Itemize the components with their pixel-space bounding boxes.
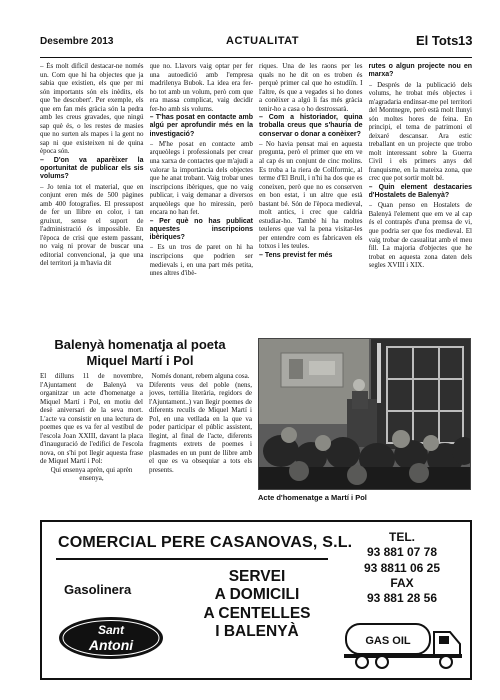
advertisement	[40, 520, 472, 680]
interview-paragraph: – Jo tenia tot el material, que en conjunt eren més de 500 pàgines amb 400 fotografies. El pressupost de fer un llibre en color, i tan gruixut, sense el suport de l'administració és impossible. En l'època de crisi que estem passant, no vaig ni provar de buscar una editorial convencional, ja que una del territori ja m'havia dit	[40, 182, 144, 268]
interview-question: – Com a historiador, quina troballa creus que s'hauria de conservar o donar a conèixer?	[259, 114, 363, 138]
truck-label: GAS OIL	[365, 635, 411, 647]
interview-question: – Per què no has publicat aquestes inscripcions ibèriques?	[149, 217, 253, 242]
page-header	[40, 32, 472, 58]
story-paragraph-1: El dilluns 11 de novembre, l'Ajuntament de Balenyà va organitzar un acte d'homenatge a Miquel Martí i Pol, en motiu del desè aniversari de la seva mort. L'acte va consistir en una lectura de poemes que es va fer al vestíbul de l'escola Joan XXIII, davant la placa d'inauguració de l'edifici de l'escola nova, on s'hi pot llegir aquesta frase de Miquel Martí i Pol:	[40, 372, 143, 466]
interview-paragraph: – Després de la publicació dels volums, he trobat més objectes i m'agradaria endinsar-me pel territori del Montnegre, però està molt llunyi són moltes hores de feina. En principi, el tema de patrimoni el deixaré descansar. Ara estic treballant en un projecte que trobo molt interessant sobre la Guerra Civil i els primers anys del franquisme, en la mateixa zona, que crec que pot sortir molt bé.	[368, 80, 472, 183]
ad-gas-station-label: Gasolinera	[64, 582, 132, 597]
interview-paragraph: – No havia pensat mai en aquesta pregunta, però el primer que em ve al cap és un conjunt de cinc molins. Es troba a la riera de Collformic, al terme d'El Brull, i n'hi ha dos que es coneixen, però que no es conserven en bon estat, i un altre que està bastant bé. Són de l'època medieval, molt antics, i crec que caldria estudiar-ho. També hi ha moltes teuleres que val la pena visitar-les per entendre com es fabricaven els totxos i les teules.	[259, 139, 363, 251]
story-quote-2: Només donant, rebem alguna cosa.	[151, 372, 250, 380]
interview-question: – Tens previst fer més	[259, 251, 333, 259]
interview-column-2	[150, 62, 254, 328]
event-photo	[258, 338, 471, 490]
section-title: ACTUALITAT	[226, 35, 300, 47]
interview-paragraph: – Quan penso en Hostalets de Balenyà l'element que em ve al cap és el contrapès d'una premsa de vi, que podria ser que fos medieval. El vaig trobar de casualitat amb el meu fill. La majoria d'objectes que he trobat en aquesta zona daten dels segles XVIII i XIX.	[368, 201, 472, 270]
brand-line-2: Antoni	[88, 637, 134, 653]
interview-columns	[40, 62, 472, 328]
ad-contact-block	[342, 530, 462, 607]
fax-label: FAX	[390, 576, 414, 591]
page-number: 13	[458, 33, 473, 48]
story-headline: Balenyà homenatja al poeta Miquel Martí i Pol	[54, 337, 226, 369]
interview-column-1	[40, 62, 144, 328]
fuel-truck-icon	[342, 618, 467, 670]
interview-question: – Quin element destacaries d'Hostalets de Balenyà?	[368, 183, 472, 200]
phone-2: 93 8811 06 25	[363, 560, 441, 575]
interview-paragraph: – Es un tros de paret on hi ha inscripcions que podrien ser medievals i, en una part més petita, unes altres d'ibè-	[149, 243, 253, 278]
ad-divider	[56, 558, 328, 560]
interview-paragraph: que no. Llavors vaig optar per fer una autoedició amb l'empresa madrilenya Bubok. La idea era fer-ho tot amb un volum, però com que era massa complicat, vaig decidir fer-ho amb sis volums.	[149, 62, 253, 113]
ad-business-name: COMERCIAL PERE CASANOVAS, S.L.	[58, 534, 353, 551]
interview-question: – D'on va aparèixer la oportunitat de publicar els sis volums?	[40, 156, 144, 181]
story-quote-1: Qui ensenya aprèn, qui aprèn ensenya,	[50, 465, 133, 483]
publication-name: El Tots	[416, 33, 459, 48]
service-line-4: I BALENYÀ	[215, 622, 299, 640]
story-paragraph-2: Diferents veus del poble (nens, joves, tertúlia literària, regidors de l'Ajuntament..) van llegir poemes de diferents reculls de Miquel Martí i Pol, en una vetllada en la que va poder participar el públic assistent, llegint, al final de l'acte, diferents fragments extrets de poemes i plasmades en un punt de llibre amb el que es va obsequiar a tots els presents.	[149, 380, 252, 474]
phone-1: 93 881 07 78	[366, 545, 438, 560]
sant-antoni-logo	[58, 616, 164, 660]
interview-paragraph: – És molt difícil destacar-ne només un. Com que hi ha objectes que ja sabia que existien, els que per mi són importants són els inèdits, els que 'he descobert'. Per exemple, els que em fan més gràcia són la pedra amb les creus gravades, que ningú sap què és, o les restes de masies que no surten als mapes i la gent no sap ni que existeixen ni de quina època són.	[40, 62, 144, 156]
fax-number: 93 881 28 56	[366, 591, 438, 606]
brand-line-1: Sant	[97, 623, 125, 637]
interview-column-4	[369, 62, 473, 328]
story-column-2	[149, 372, 252, 502]
tel-label: TEL.	[389, 530, 415, 544]
interview-column-3	[259, 62, 363, 328]
interview-paragraph: riques. Una de les raons per les quals no he dit on es troben és perquè primer cal que ho estudiïn. I l'altre, és que a vegades si ho dones a conèixer a algú li fas més gràcia tenir-ho a casa o ho destrossarà.	[259, 62, 363, 113]
interview-question: – T'has posat en contacte amb algú per aprofundir més en la investigació?	[149, 114, 253, 138]
service-line-1: SERVEI	[228, 568, 286, 585]
issue-date: Desembre 2013	[40, 36, 114, 47]
service-line-2: A DOMICILI	[214, 586, 300, 604]
event-photo-image	[259, 339, 471, 490]
interview-paragraph: – M'he posat en contacte amb arqueòlegs i professionals per crear una xarxa de contactes que m'ajudi a valorar la importància dels objectes que he anat trobant. Vaig trobar unes inscripcions ibèriques, que no vaig publicar, i vaig demanar a diversos arqueòlegs que ho miressin, però encara no han fet.	[149, 139, 253, 217]
story-columns	[40, 372, 252, 502]
photo-caption: Acte d'homenatge a Martí i Pol	[258, 493, 367, 502]
ad-service-text	[182, 568, 332, 641]
interview-question: rutes o algun projecte nou en marxa?	[368, 63, 472, 79]
story-column-1	[40, 372, 143, 502]
service-line-3: A CENTELLES	[203, 604, 311, 622]
